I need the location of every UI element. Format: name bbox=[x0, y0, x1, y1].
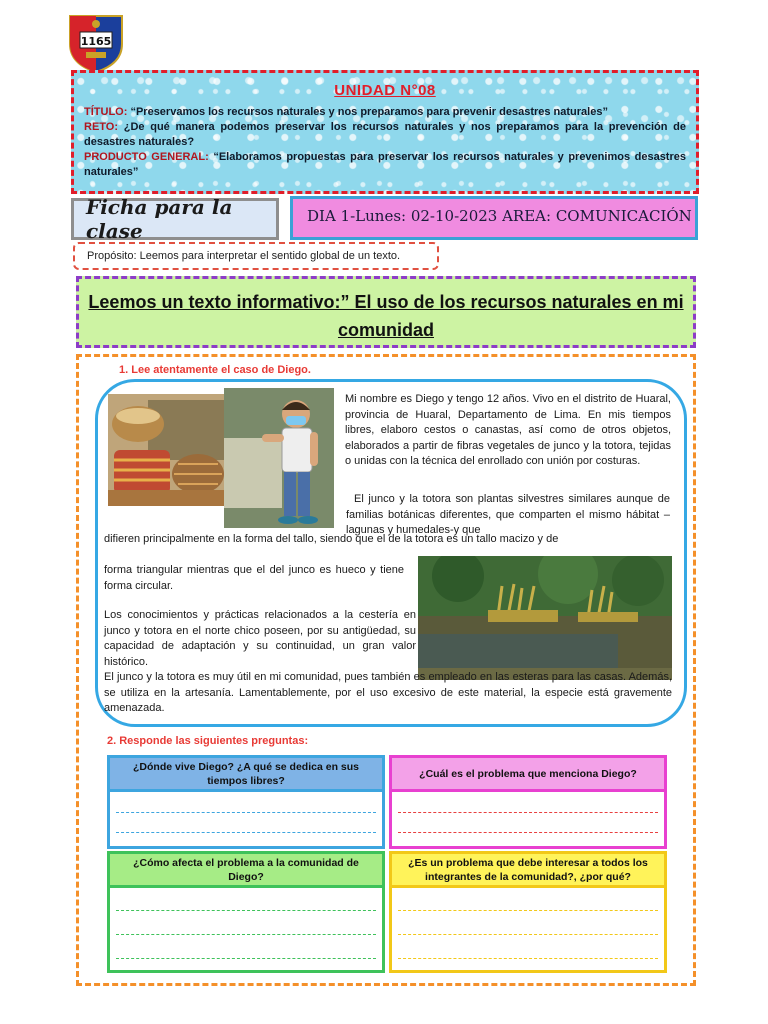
producto-text: “Elaboramos propuestas para preservar los recursos naturales y prevenimos desastres naturales” bbox=[84, 151, 686, 178]
question-1-text: ¿Dónde vive Diego? ¿A qué se dedica en sus tiempos libres? bbox=[110, 758, 382, 792]
question-box-1 bbox=[107, 755, 385, 849]
story-paragraph-1: Mi nombre es Diego y tengo 12 años. Vivo en el distrito de Huaral, provincia de Huaral, Departamento de Lima. En mis tiempos libres, elaboro cestos o canastas, así como de otros objetos, elaborados a partir de fibras vegetales de junco y la totora, tejidas o unidas con la técnica del enrollado con unión por costuras. bbox=[345, 393, 671, 468]
logo-number: 1165 bbox=[80, 35, 112, 48]
activity-box bbox=[76, 354, 696, 986]
school-crest-logo bbox=[66, 10, 126, 74]
step-1-heading: 1. Lee atentamente el caso de Diego. bbox=[119, 364, 311, 376]
diego-story-panel bbox=[95, 379, 687, 727]
proposito-box: Propósito: Leemos para interpretar el sentido global de un texto. bbox=[73, 242, 439, 270]
story-paragraph-2c: forma triangular mientras que el del junco es hueco y tiene forma circular. bbox=[104, 564, 404, 592]
unit-titulo-line bbox=[84, 105, 686, 120]
reto-text: ¿De qué manera podemos preservar los recursos naturales y nos preparamos para la prevención de desastres naturales? bbox=[84, 121, 686, 148]
answer-line[interactable] bbox=[116, 934, 376, 935]
unit-header-box bbox=[71, 70, 699, 194]
producto-label: PRODUCTO GENERAL: bbox=[84, 151, 209, 163]
titulo-label: TÍTULO: bbox=[84, 106, 128, 118]
question-box-2 bbox=[389, 755, 667, 849]
question-box-4 bbox=[389, 851, 667, 973]
answer-line[interactable] bbox=[116, 832, 376, 833]
story-paragraph-2a: El junco y la totora son plantas silvestres similares aunque de familias botánicas diferentes, que comparten el mismo hábitat –lagunas y humedales-y que bbox=[346, 493, 670, 537]
titulo-text: “Preservamos los recursos naturales y nos preparamos para prevenir desastres naturales” bbox=[130, 106, 608, 118]
diego-boy-illustration bbox=[224, 388, 334, 528]
answer-line[interactable] bbox=[398, 958, 658, 959]
main-title-box bbox=[76, 276, 696, 348]
unit-producto-line bbox=[84, 150, 686, 180]
story-paragraph-4: El junco y la totora es muy útil en mi comunidad, pues también es empleado en las esteras para las casas. Además, se utiliza en la artesanía. Lamentablemente, por el uso excesivo de este material, la especie está gravemente amenazada. bbox=[104, 671, 672, 715]
main-title: Leemos un texto informativo:” El uso de los recursos naturales en mi comunidad bbox=[88, 292, 684, 340]
story-paragraph-3: Los conocimientos y prácticas relacionados a la cestería en junco y totora en el norte chico poseen, por su antigüedad, su capacidad de adaptación y su continuidad, un gran valor histórico. bbox=[104, 609, 416, 668]
unit-reto-line bbox=[84, 120, 686, 150]
answer-line[interactable] bbox=[116, 958, 376, 959]
answer-line[interactable] bbox=[116, 910, 376, 911]
answer-line[interactable] bbox=[116, 812, 376, 813]
answer-line[interactable] bbox=[398, 934, 658, 935]
answer-line[interactable] bbox=[398, 832, 658, 833]
unit-title: UNIDAD N°08 bbox=[334, 82, 436, 99]
answer-line[interactable] bbox=[398, 812, 658, 813]
answer-line[interactable] bbox=[398, 910, 658, 911]
step-2-heading: 2. Responde las siguientes preguntas: bbox=[107, 735, 309, 747]
question-box-3 bbox=[107, 851, 385, 973]
question-2-text: ¿Cuál es el problema que menciona Diego? bbox=[392, 758, 664, 792]
question-3-text: ¿Cómo afecta el problema a la comunidad de Diego? bbox=[110, 854, 382, 888]
date-area-label: DIA 1-Lunes: 02-10-2023 AREA: COMUNICACIÓN bbox=[290, 196, 698, 240]
lake-reeds-photo bbox=[418, 556, 672, 680]
baskets-photo bbox=[108, 394, 228, 506]
ficha-label: Ficha para la clase bbox=[71, 198, 279, 240]
story-paragraph-2b: difieren principalmente en la forma del tallo, siendo que el de la totora es un tallo macizo y de bbox=[104, 533, 559, 545]
question-4-text: ¿Es un problema que debe interesar a todos los integrantes de la comunidad?, ¿por qué? bbox=[392, 854, 664, 888]
reto-label: RETO: bbox=[84, 121, 119, 133]
